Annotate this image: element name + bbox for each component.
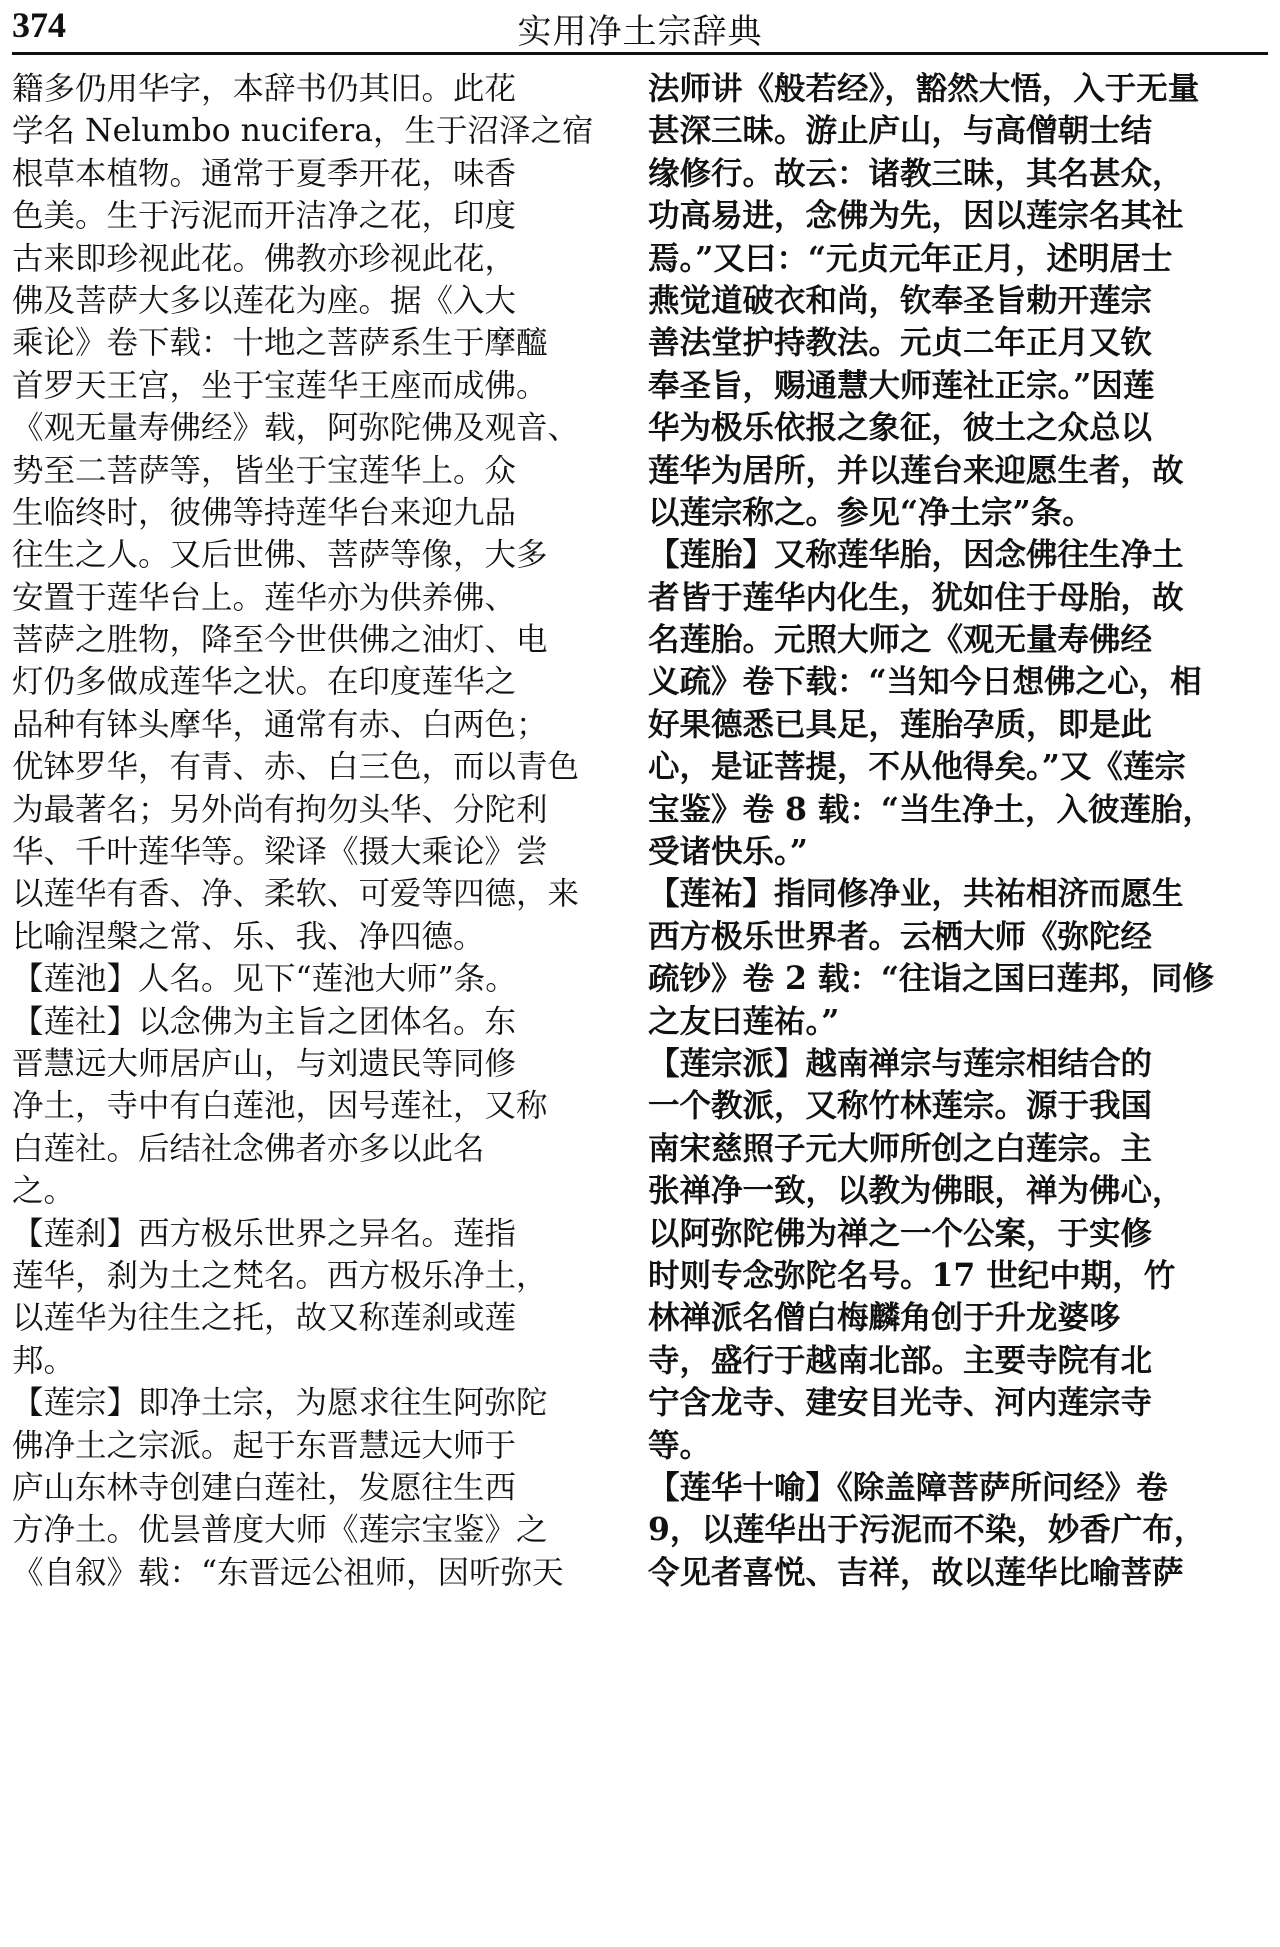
text-line: 【莲池】人名。见下“莲池大师”条。: [12, 961, 517, 998]
text-line: 方净土。优昙普度大师《莲宗宝鉴》之: [12, 1512, 548, 1549]
text-line: 生临终时，彼佛等持莲华台来迎九品: [12, 494, 517, 531]
text-line: 势至二菩萨等，皆坐于宝莲华上。众: [12, 452, 517, 489]
text-line: 9，以莲华出于污泥而不染，妙香广布，: [648, 1511, 1206, 1549]
text-line: 【莲祐】指同修净业，共祐相济而愿生: [648, 875, 1184, 913]
text-line: 张禅净一致，以教为佛眼，禅为佛心，: [648, 1172, 1184, 1210]
text-line: 净土，寺中有白莲池，因号莲社，又称: [12, 1088, 548, 1125]
text-line: 籍多仍用华字，本辞书仍其旧。此花: [12, 71, 517, 107]
text-line: 甚深三昧。游止庐山，与高僧朝士结: [648, 112, 1153, 150]
text-line: 古来即珍视此花。佛教亦珍视此花，: [12, 240, 517, 277]
text-line: 燕觉道破衣和尚，钦奉圣旨勅开莲宗: [648, 281, 1153, 319]
text-line: 乘论》卷下载：十地之菩萨系生于摩醯: [12, 325, 548, 362]
text-line: 受诸快乐。”: [648, 833, 808, 871]
text-line: 庐山东林寺创建白莲社，发愿往生西: [12, 1469, 517, 1506]
text-line: 佛净土之宗派。起于东晋慧远大师于: [12, 1427, 517, 1464]
text-line: 莲华，刹为土之梵名。西方极乐净土，: [12, 1257, 548, 1294]
text-line: 为最著名；另外尚有拘勿头华、分陀利: [12, 791, 548, 828]
text-line: 【莲社】以念佛为主旨之团体名。东: [12, 1003, 517, 1040]
text-line: 华、千叶莲华等。梁译《摄大乘论》尝: [12, 834, 548, 871]
text-line: 【莲宗派】越南禅宗与莲宗相结合的: [648, 1044, 1153, 1082]
text-line: 西方极乐世界者。云栖大师《弥陀经: [648, 917, 1153, 955]
text-line: 品种有钵头摩华，通常有赤、白两色；: [12, 706, 548, 743]
text-line: 疏钞》卷 2 载：“往诣之国曰莲邦，同修: [648, 960, 1214, 998]
text-line: 焉。”又曰：“元贞元年正月，述明居士: [648, 239, 1173, 277]
text-line: 【莲胎】又称莲华胎，因念佛往生净土: [648, 536, 1184, 574]
text-line: 以莲华为往生之托，故又称莲刹或莲: [12, 1300, 517, 1337]
text-line: 【莲刹】西方极乐世界之异名。莲指: [12, 1215, 517, 1252]
right-text-column: [648, 68, 1264, 1594]
text-line: 华为极乐依报之象征，彼土之众总以: [648, 409, 1153, 447]
text-line: 时则专念弥陀名号。17 世纪中期，竹: [648, 1256, 1176, 1294]
running-title: 实用净土宗辞典: [517, 12, 763, 52]
text-line: 等。: [648, 1426, 712, 1464]
text-line: 《观无量寿佛经》载，阿弥陀佛及观音、: [12, 410, 580, 447]
header-rule: [12, 52, 1268, 55]
text-line: 【莲宗】即净土宗，为愿求往生阿弥陀: [12, 1385, 548, 1422]
text-line: 邦。: [12, 1342, 76, 1379]
text-line: 宁含龙寺、建安目光寺、河内莲宗寺: [648, 1384, 1153, 1422]
text-line: 《自叙》载：“东晋远公祖师，因听弥天: [12, 1554, 564, 1591]
text-line: 以阿弥陀佛为禅之一个公案，于实修: [648, 1214, 1153, 1252]
text-line: 缘修行。故云：诸教三昧，其名甚众，: [648, 154, 1184, 192]
text-line: 之友曰莲祐。”: [648, 1002, 840, 1040]
text-line: 学名 Nelumbo nucifera，生于沼泽之宿: [12, 113, 594, 150]
text-line: 首罗天王宫，坐于宝莲华王座而成佛。: [12, 367, 548, 404]
text-line: 安置于莲华台上。莲华亦为供养佛、: [12, 579, 517, 616]
text-line: 色美。生于污泥而开洁净之花，印度: [12, 198, 517, 235]
text-line: 义疏》卷下载：“当知今日想佛之心，相: [648, 663, 1202, 701]
text-line: 莲华为居所，并以莲台来迎愿生者，故: [648, 451, 1184, 489]
text-line: 名莲胎。元照大师之《观无量寿佛经: [648, 621, 1153, 659]
text-line: 白莲社。后结社念佛者亦多以此名: [12, 1130, 485, 1167]
text-line: 一个教派，又称竹林莲宗。源于我国: [648, 1087, 1153, 1125]
text-line: 令见者喜悦、吉祥，故以莲华比喻菩萨: [648, 1553, 1184, 1591]
text-line: 往生之人。又后世佛、菩萨等像，大多: [12, 537, 548, 574]
text-line: 功高易进，念佛为先，因以莲宗名其社: [648, 197, 1184, 235]
text-line: 林禅派名僧白梅麟角创于升龙婆哆: [648, 1299, 1121, 1337]
text-line: 宝鉴》卷 8 载：“当生净土，入彼莲胎，: [648, 790, 1214, 828]
text-line: 者皆于莲华内化生，犹如住于母胎，故: [648, 578, 1184, 616]
text-line: 根草本植物。通常于夏季开花，味香: [12, 155, 517, 192]
text-line: 之。: [12, 1173, 76, 1210]
left-text-column: [12, 68, 628, 1594]
text-line: 好果德悉已具足，莲胎孕质，即是此: [648, 705, 1153, 743]
page-header: [0, 0, 1280, 58]
page-number: 374: [12, 5, 66, 45]
text-line: 【莲华十喻】《除盖障菩萨所问经》卷: [648, 1468, 1168, 1506]
text-line: 比喻涅槃之常、乐、我、净四德。: [12, 918, 485, 955]
text-line: 寺，盛行于越南北部。主要寺院有北: [648, 1341, 1153, 1379]
text-line: 心，是证菩提，不从他得矣。”又《莲宗: [648, 748, 1186, 786]
text-line: 晋慧远大师居庐山，与刘遗民等同修: [12, 1045, 517, 1082]
text-line: 法师讲《般若经》，豁然大悟，入于无量: [648, 70, 1200, 107]
text-line: 南宋慈照子元大师所创之白莲宗。主: [648, 1129, 1153, 1167]
text-line: 菩萨之胜物，降至今世供佛之油灯、电: [12, 622, 548, 659]
text-line: 善法堂护持教法。元贞二年正月又钦: [648, 324, 1153, 362]
text-line: 佛及菩萨大多以莲花为座。据《入大: [12, 282, 517, 319]
text-line: 灯仍多做成莲华之状。在印度莲华之: [12, 664, 517, 701]
text-line: 奉圣旨，赐通慧大师莲社正宗。”因莲: [648, 366, 1155, 404]
text-line: 以莲宗称之。参见“净土宗”条。: [648, 493, 1094, 531]
text-line: 以莲华有香、净、柔软、可爱等四德，来: [12, 876, 580, 913]
text-line: 优钵罗华，有青、赤、白三色，而以青色: [12, 749, 580, 786]
